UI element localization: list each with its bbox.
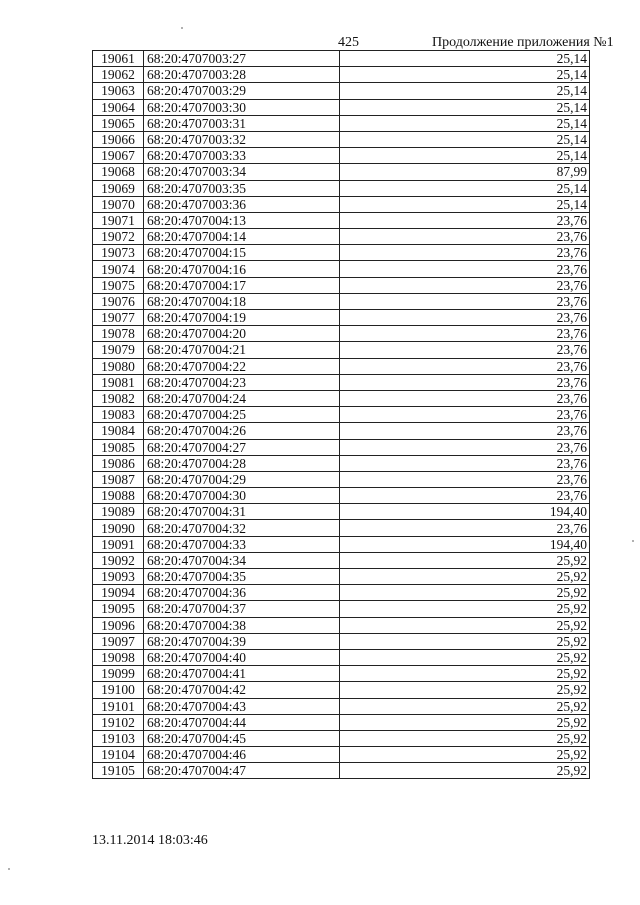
cadastral-number: 68:20:4707004:29 [144,471,340,487]
scan-speck [181,27,183,29]
table-row [93,536,590,552]
page-number: 425 [338,35,359,50]
row-number: 19069 [93,180,144,196]
row-value: 23,76 [340,423,590,439]
row-number: 19063 [93,83,144,99]
row-number: 19091 [93,536,144,552]
cadastral-number: 68:20:4707004:26 [144,423,340,439]
row-number: 19088 [93,488,144,504]
cadastral-number: 68:20:4707004:45 [144,730,340,746]
row-value: 25,14 [340,51,590,67]
cadastral-number: 68:20:4707004:35 [144,569,340,585]
row-number: 19078 [93,326,144,342]
row-number: 19094 [93,585,144,601]
row-value: 25,92 [340,585,590,601]
table-row [93,148,590,164]
cadastral-number: 68:20:4707004:37 [144,601,340,617]
cadastral-number: 68:20:4707004:17 [144,277,340,293]
row-value: 25,92 [340,666,590,682]
row-value: 25,92 [340,730,590,746]
row-number: 19076 [93,293,144,309]
table-row [93,569,590,585]
continuation-label: Продолжение приложения №1 [432,35,614,50]
table-row [93,730,590,746]
row-number: 19093 [93,569,144,585]
table-row [93,407,590,423]
table-row [93,520,590,536]
row-number: 19084 [93,423,144,439]
table-row [93,293,590,309]
cadastral-number: 68:20:4707003:36 [144,196,340,212]
row-value: 25,14 [340,196,590,212]
cadastral-number: 68:20:4707004:38 [144,617,340,633]
row-value: 25,14 [340,67,590,83]
row-number: 19072 [93,229,144,245]
row-value: 23,76 [340,261,590,277]
cadastral-number: 68:20:4707003:34 [144,164,340,180]
row-value: 25,14 [340,131,590,147]
row-value: 25,14 [340,99,590,115]
cadastral-number: 68:20:4707003:30 [144,99,340,115]
row-number: 19100 [93,682,144,698]
row-number: 19081 [93,374,144,390]
cadastral-number: 68:20:4707003:29 [144,83,340,99]
table-row [93,423,590,439]
row-value: 23,76 [340,293,590,309]
row-number: 19102 [93,714,144,730]
row-number: 19101 [93,698,144,714]
table-row [93,714,590,730]
table-row [93,358,590,374]
table-row [93,245,590,261]
row-number: 19105 [93,763,144,779]
table-row [93,682,590,698]
row-number: 19082 [93,390,144,406]
cadastral-number: 68:20:4707004:14 [144,229,340,245]
table-row [93,585,590,601]
cadastral-number: 68:20:4707004:30 [144,488,340,504]
table-row [93,439,590,455]
row-value: 23,76 [340,488,590,504]
table-row [93,164,590,180]
row-number: 19092 [93,552,144,568]
row-number: 19098 [93,649,144,665]
scan-speck [632,540,634,542]
row-value: 25,92 [340,649,590,665]
row-value: 194,40 [340,536,590,552]
cadastral-number: 68:20:4707004:21 [144,342,340,358]
row-value: 23,76 [340,439,590,455]
table-row [93,617,590,633]
row-number: 19080 [93,358,144,374]
row-value: 23,76 [340,326,590,342]
row-number: 19086 [93,455,144,471]
table-row [93,99,590,115]
row-number: 19066 [93,131,144,147]
row-value: 23,76 [340,374,590,390]
cadastral-number: 68:20:4707004:33 [144,536,340,552]
row-value: 25,92 [340,763,590,779]
row-value: 25,92 [340,569,590,585]
cadastral-number: 68:20:4707003:31 [144,115,340,131]
cadastral-number: 68:20:4707004:13 [144,212,340,228]
table-row [93,747,590,763]
row-value: 23,76 [340,455,590,471]
table-row [93,115,590,131]
table-row [93,390,590,406]
table-row [93,455,590,471]
cadastral-number: 68:20:4707003:28 [144,67,340,83]
cadastral-number: 68:20:4707004:43 [144,698,340,714]
row-value: 23,76 [340,277,590,293]
data-table [92,50,590,779]
row-number: 19061 [93,51,144,67]
table-row [93,310,590,326]
table-row [93,180,590,196]
cadastral-number: 68:20:4707004:46 [144,747,340,763]
row-value: 25,92 [340,552,590,568]
cadastral-number: 68:20:4707004:34 [144,552,340,568]
row-value: 25,92 [340,601,590,617]
row-value: 87,99 [340,164,590,180]
table-row [93,601,590,617]
row-number: 19067 [93,148,144,164]
cadastral-number: 68:20:4707004:31 [144,504,340,520]
cadastral-number: 68:20:4707004:39 [144,633,340,649]
table-row [93,471,590,487]
row-number: 19075 [93,277,144,293]
table-row [93,763,590,779]
row-value: 23,76 [340,390,590,406]
cadastral-number: 68:20:4707004:25 [144,407,340,423]
row-value: 25,14 [340,180,590,196]
row-number: 19089 [93,504,144,520]
cadastral-number: 68:20:4707003:32 [144,131,340,147]
row-value: 23,76 [340,520,590,536]
row-number: 19104 [93,747,144,763]
cadastral-number: 68:20:4707004:27 [144,439,340,455]
table-row [93,374,590,390]
table-row [93,666,590,682]
row-value: 194,40 [340,504,590,520]
cadastral-number: 68:20:4707004:15 [144,245,340,261]
row-value: 23,76 [340,471,590,487]
row-number: 19062 [93,67,144,83]
row-value: 23,76 [340,342,590,358]
table-row [93,67,590,83]
cadastral-number: 68:20:4707004:18 [144,293,340,309]
cadastral-number: 68:20:4707004:19 [144,310,340,326]
cadastral-number: 68:20:4707003:27 [144,51,340,67]
table-row [93,633,590,649]
row-number: 19099 [93,666,144,682]
table-row [93,261,590,277]
row-number: 19071 [93,212,144,228]
row-value: 25,92 [340,682,590,698]
table-row [93,83,590,99]
table-row [93,698,590,714]
table-row [93,342,590,358]
row-number: 19096 [93,617,144,633]
table-body [93,51,590,779]
cadastral-number: 68:20:4707004:42 [144,682,340,698]
row-value: 25,14 [340,115,590,131]
table-row [93,277,590,293]
row-value: 25,92 [340,747,590,763]
row-value: 25,14 [340,83,590,99]
cadastral-number: 68:20:4707004:41 [144,666,340,682]
table-row [93,131,590,147]
row-number: 19064 [93,99,144,115]
cadastral-number: 68:20:4707004:40 [144,649,340,665]
cadastral-number: 68:20:4707004:28 [144,455,340,471]
row-value: 25,92 [340,714,590,730]
row-number: 19085 [93,439,144,455]
row-value: 25,14 [340,148,590,164]
row-value: 23,76 [340,229,590,245]
table-row [93,212,590,228]
row-number: 19079 [93,342,144,358]
table-row [93,488,590,504]
row-number: 19068 [93,164,144,180]
cadastral-number: 68:20:4707004:22 [144,358,340,374]
cadastral-number: 68:20:4707004:16 [144,261,340,277]
timestamp: 13.11.2014 18:03:46 [92,833,208,848]
row-value: 23,76 [340,245,590,261]
row-number: 19065 [93,115,144,131]
row-value: 25,92 [340,617,590,633]
cadastral-number: 68:20:4707004:36 [144,585,340,601]
row-value: 23,76 [340,212,590,228]
table-row [93,326,590,342]
cadastral-number: 68:20:4707003:35 [144,180,340,196]
row-number: 19074 [93,261,144,277]
row-number: 19087 [93,471,144,487]
row-number: 19083 [93,407,144,423]
row-value: 23,76 [340,358,590,374]
cadastral-number: 68:20:4707004:32 [144,520,340,536]
table-row [93,51,590,67]
table-row [93,552,590,568]
row-number: 19097 [93,633,144,649]
row-number: 19103 [93,730,144,746]
row-value: 23,76 [340,310,590,326]
row-number: 19095 [93,601,144,617]
cadastral-number: 68:20:4707004:23 [144,374,340,390]
scan-speck [8,868,10,870]
row-value: 23,76 [340,407,590,423]
row-value: 25,92 [340,633,590,649]
row-value: 25,92 [340,698,590,714]
cadastral-number: 68:20:4707004:47 [144,763,340,779]
row-number: 19090 [93,520,144,536]
table-row [93,229,590,245]
table-row [93,196,590,212]
table-row [93,504,590,520]
cadastral-number: 68:20:4707004:24 [144,390,340,406]
cadastral-number: 68:20:4707004:20 [144,326,340,342]
table-row [93,649,590,665]
row-number: 19073 [93,245,144,261]
cadastral-number: 68:20:4707004:44 [144,714,340,730]
row-number: 19077 [93,310,144,326]
cadastral-number: 68:20:4707003:33 [144,148,340,164]
row-number: 19070 [93,196,144,212]
